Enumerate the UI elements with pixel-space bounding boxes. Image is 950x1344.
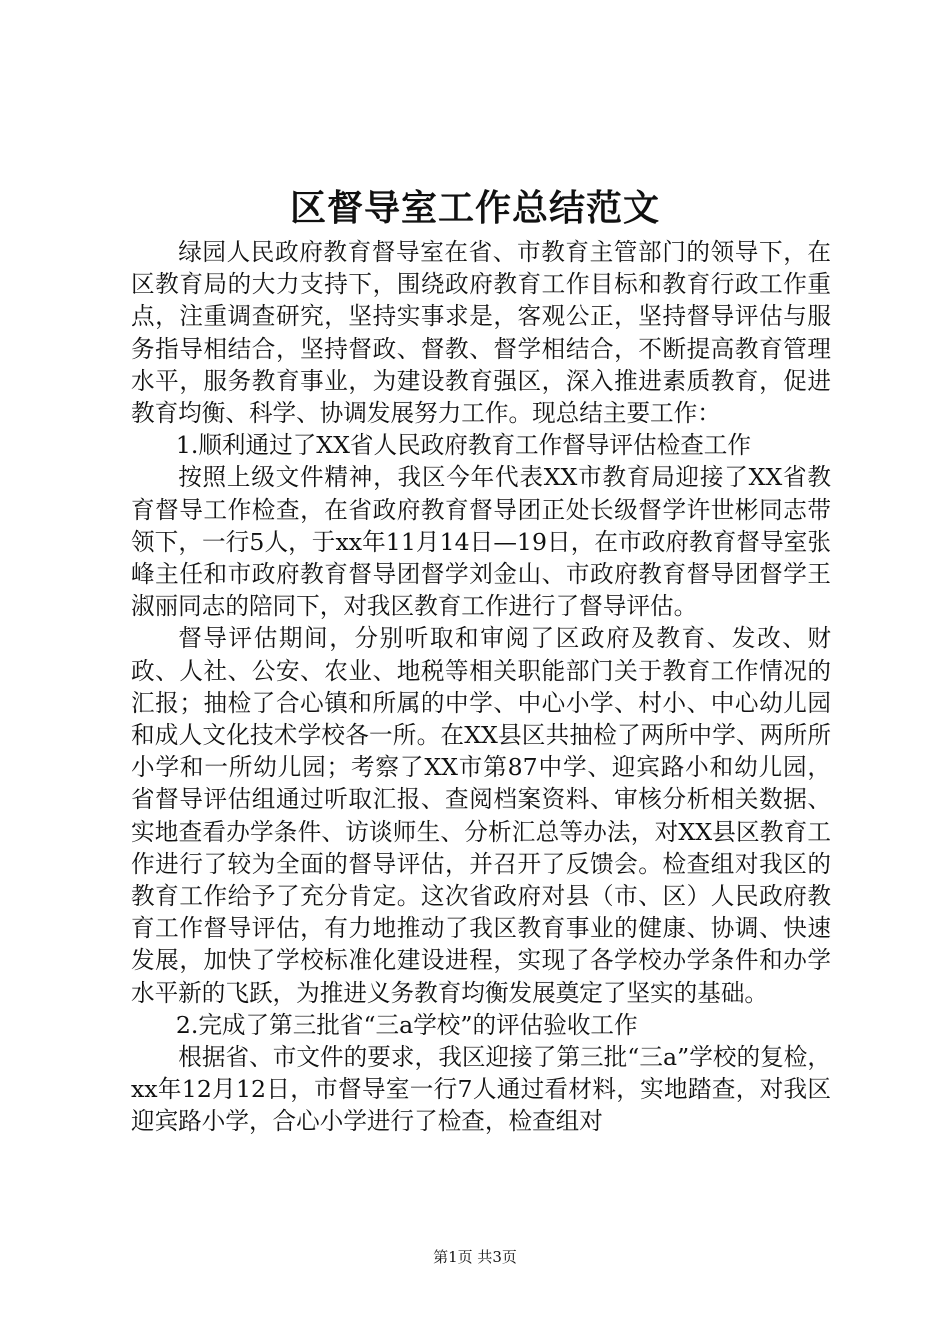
section-heading-1: 1.顺利通过了XX省人民政府教育工作督导评估检查工作 <box>175 431 751 460</box>
document-title: 区督导室工作总结范文 <box>289 187 660 229</box>
paragraph-section-1-a: 按照上级文件精神，我区今年代表XX市教育局迎接了XX省教育督导工作检查，在省政府教育督导团正处长级督学许世彬同志带领下，一行5人，于xx年11月14日—19日，在市政府教育督导室张峰主任和市政府教育督导团督学刘金山、市政府教育督导团督学王淑丽同志的陪同下，对我区教育工作进行了督导评估。 <box>131 463 831 621</box>
document-body <box>131 236 831 1138</box>
paragraph-intro: 绿园人民政府教育督导室在省、市教育主管部门的领导下，在区教育局的大力支持下，围绕政府教育工作目标和教育行政工作重点，注重调查研究，坚持实事求是，客观公正，坚持督导评估与服务指导相结合，坚持督政、督教、督学相结合，不断提高教育管理水平，服务教育事业，为建设教育强区，深入推进素质教育，促进教育均衡、科学、协调发展努力工作。现总结主要工作： <box>131 238 831 428</box>
section-heading-2: 2.完成了第三批省“三a学校”的评估验收工作 <box>175 1010 638 1039</box>
page-number-footer: 第1页 共3页 <box>433 1248 517 1266</box>
paragraph-section-1-b: 督导评估期间，分别听取和审阅了区政府及教育、发改、财政、人社、公安、农业、地税等相关职能部门关于教育工作情况的汇报；抽检了合心镇和所属的中学、中心小学、村小、中心幼儿园和成人文化技术学校各一所。在XX县区共抽检了两所中学、两所所小学和一所幼儿园；考察了XX市第87中学、迎宾路小和幼儿园，省督导评估组通过听取汇报、查阅档案资料、审核分析相关数据、实地查看办学条件、访谈师生、分析汇总等办法，对XX县区教育工作进行了较为全面的督导评估，并召开了反馈会。检查组对我区的教育工作给予了充分肯定。这次省政府对县（市、区）人民政府教育工作督导评估，有力地推动了我区教育事业的健康、协调、快速发展，加快了学校标准化建设进程，实现了各学校办学条件和办学水平新的飞跃，为推进义务教育均衡发展奠定了坚实的基础。 <box>131 624 831 1007</box>
paragraph-section-2-a: 根据省、市文件的要求，我区迎接了第三批“三a”学校的复检，xx年12月12日，市督导室一行7人通过看材料，实地踏查，对我区迎宾路小学，合心小学进行了检查，检查组对 <box>131 1043 831 1136</box>
